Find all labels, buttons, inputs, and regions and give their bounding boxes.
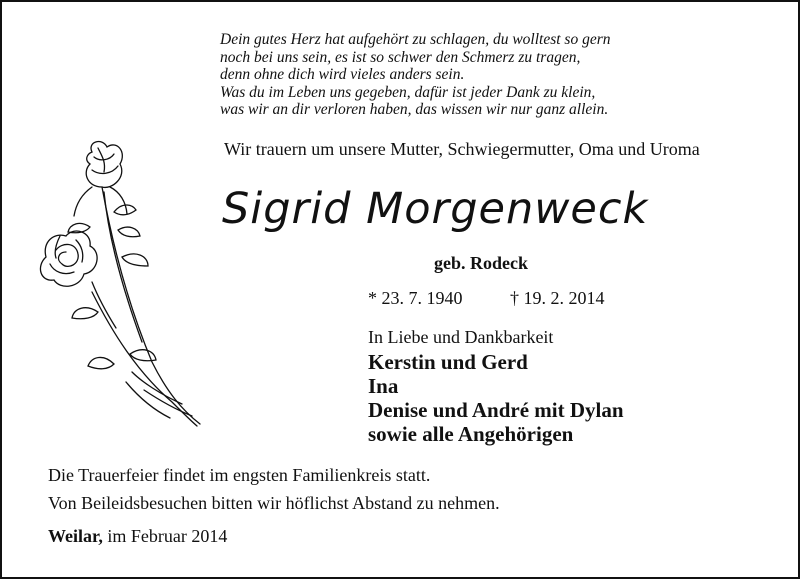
poem-line: was wir an dir verloren haben, das wissen wir nur ganz allein. bbox=[220, 101, 609, 118]
place-date bbox=[48, 526, 227, 547]
funeral-info bbox=[48, 461, 500, 517]
death-date: † 19. 2. 2014 bbox=[510, 288, 605, 308]
poem-line: denn ohne dich wird vieles anders sein. bbox=[220, 66, 465, 83]
rose-illustration bbox=[32, 132, 212, 432]
mourner-entry: Ina bbox=[368, 374, 399, 398]
birth-date: * 23. 7. 1940 bbox=[368, 288, 463, 308]
mourner-entry: sowie alle Angehörigen bbox=[368, 422, 574, 446]
info-line: Die Trauerfeier findet im engsten Familienkreis statt. bbox=[48, 465, 431, 485]
mourning-line: Wir trauern um unsere Mutter, Schwiegermutter, Oma und Uroma bbox=[224, 139, 700, 159]
mourner-entry: Kerstin und Gerd bbox=[368, 350, 528, 374]
maiden-name: geb. Rodeck bbox=[434, 253, 528, 273]
poem-line: noch bei uns sein, es ist so schwer den Schmerz zu tragen, bbox=[220, 48, 581, 66]
date-line: im Februar 2014 bbox=[107, 526, 228, 546]
poem-line: Dein gutes Herz hat aufgehört zu schlagen, du wolltest so gern bbox=[220, 31, 611, 48]
mourners-list bbox=[368, 350, 624, 446]
mourner-entry: Denise und André mit Dylan bbox=[368, 398, 624, 422]
poem bbox=[220, 31, 690, 119]
closing-phrase: In Liebe und Dankbarkeit bbox=[368, 327, 554, 347]
info-line: Von Beileidsbesuchen bitten wir höflichst Abstand zu nehmen. bbox=[48, 493, 500, 513]
deceased-name: Sigrid Morgenweck bbox=[222, 184, 649, 234]
place-name: Weilar, bbox=[48, 526, 103, 546]
poem-line: Was du im Leben uns gegeben, dafür ist jeder Dank zu klein, bbox=[220, 83, 596, 101]
